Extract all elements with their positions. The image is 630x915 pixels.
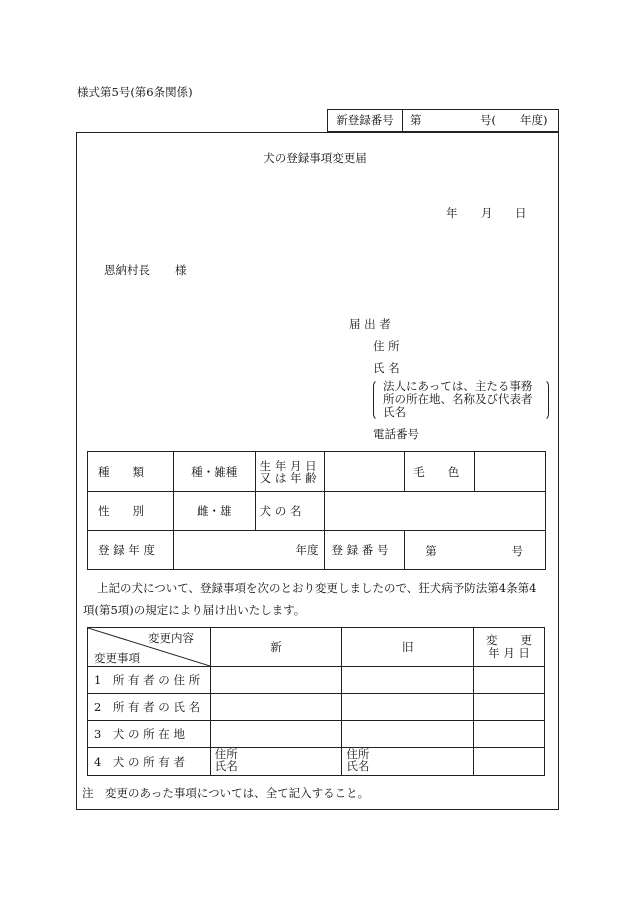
change-date-cell[interactable]: [474, 667, 545, 694]
dog-name-label: 犬 の 名: [255, 492, 325, 531]
change-date-cell[interactable]: [474, 694, 545, 721]
row-dog-owner: 4 犬 の 所 有 者: [88, 748, 211, 776]
change-table: [87, 627, 545, 776]
addressee-name: 恩納村長: [104, 263, 150, 277]
sex-value: 雌・雄: [173, 492, 255, 531]
header-change-date: [474, 628, 545, 667]
corporation-note-line: 所の所在地、名称及び代表者: [383, 392, 533, 406]
change-header-diagonal: [88, 628, 211, 667]
color-value[interactable]: [475, 452, 546, 492]
new-owner-cell[interactable]: [210, 748, 342, 776]
new-value-cell[interactable]: [210, 667, 342, 694]
header-change-item: 変更事項: [94, 651, 140, 665]
birth-label-line: 生 年 月 日: [259, 458, 317, 473]
statement-line-1: 上記の犬について、登録事項を次のとおり変更しましたので、狂犬病予防法第4条第4: [97, 581, 537, 595]
old-value-cell[interactable]: [342, 667, 474, 694]
old-value-cell[interactable]: [342, 694, 474, 721]
change-date-cell[interactable]: [474, 721, 545, 748]
corporation-note: [383, 380, 533, 419]
header-change-content: 変更内容: [148, 631, 194, 645]
row-owner-name: 2 所 有 者 の 氏 名: [88, 694, 211, 721]
dog-info-table: [87, 451, 546, 570]
form-title: 犬の登録事項変更届: [263, 151, 367, 165]
new-registration-number-box: [327, 109, 559, 132]
registration-dai: 第: [410, 113, 422, 127]
birth-label: [255, 452, 325, 492]
registration-year-suffix: 年度: [173, 531, 325, 570]
change-date-cell[interactable]: [474, 748, 545, 776]
new-owner-name-label: 氏名: [214, 759, 238, 773]
statement-line-2: 項(第5項)の規定により届け出いたします。: [83, 603, 306, 617]
dog-name-value[interactable]: [325, 492, 546, 531]
new-owner-address-label: 住所: [214, 747, 238, 761]
registration-number-label: 登 録 番 号: [325, 531, 405, 570]
registration-number-gou: 号: [511, 544, 523, 558]
new-value-cell[interactable]: [210, 721, 342, 748]
applicant-header: 届 出 者: [349, 317, 391, 331]
registration-gou: 号(: [480, 113, 496, 127]
header-old: 旧: [342, 628, 474, 667]
new-value-cell[interactable]: [210, 694, 342, 721]
row-owner-address: 1 所 有 者 の 住 所: [88, 667, 211, 694]
footnote: 注 変更のあった事項については、全て記入すること。: [82, 786, 370, 800]
color-label: 毛 色: [405, 452, 475, 492]
sex-label: 性 別: [88, 492, 174, 531]
old-owner-cell[interactable]: [342, 748, 474, 776]
old-owner-address-label: 住所: [346, 747, 370, 761]
applicant-address-label: 住 所: [373, 339, 400, 353]
registration-number-value: [405, 531, 546, 570]
corporation-note-line: 法人にあっては、主たる事務: [383, 379, 533, 393]
birth-label-line: 又 は 年 齢: [259, 470, 317, 485]
date-month: 月: [481, 206, 493, 220]
old-owner-name-label: 氏名: [346, 759, 370, 773]
addressee-sama: 様: [175, 263, 187, 277]
applicant-name-label: 氏 名: [373, 361, 400, 375]
header-new: 新: [210, 628, 342, 667]
header-change-date-line: 変 更: [486, 633, 533, 647]
header-change-date-line: 年 月 日: [488, 646, 530, 660]
registration-nendo: 年度): [520, 113, 548, 127]
date-year: 年: [446, 206, 458, 220]
new-registration-label: 新登録番号: [328, 110, 403, 131]
registration-year-label: 登 録 年 度: [88, 531, 174, 570]
birth-value[interactable]: [325, 452, 405, 492]
species-value: 種・雑種: [173, 452, 255, 492]
row-dog-location: 3 犬 の 所 在 地: [88, 721, 211, 748]
old-value-cell[interactable]: [342, 721, 474, 748]
form-label: 様式第5号(第6条関係): [77, 85, 193, 99]
applicant-phone-label: 電話番号: [373, 427, 419, 441]
corporation-note-line: 氏名: [383, 405, 406, 419]
registration-number-dai: 第: [425, 544, 437, 558]
species-label: 種 類: [88, 452, 174, 492]
date-day: 日: [515, 206, 527, 220]
